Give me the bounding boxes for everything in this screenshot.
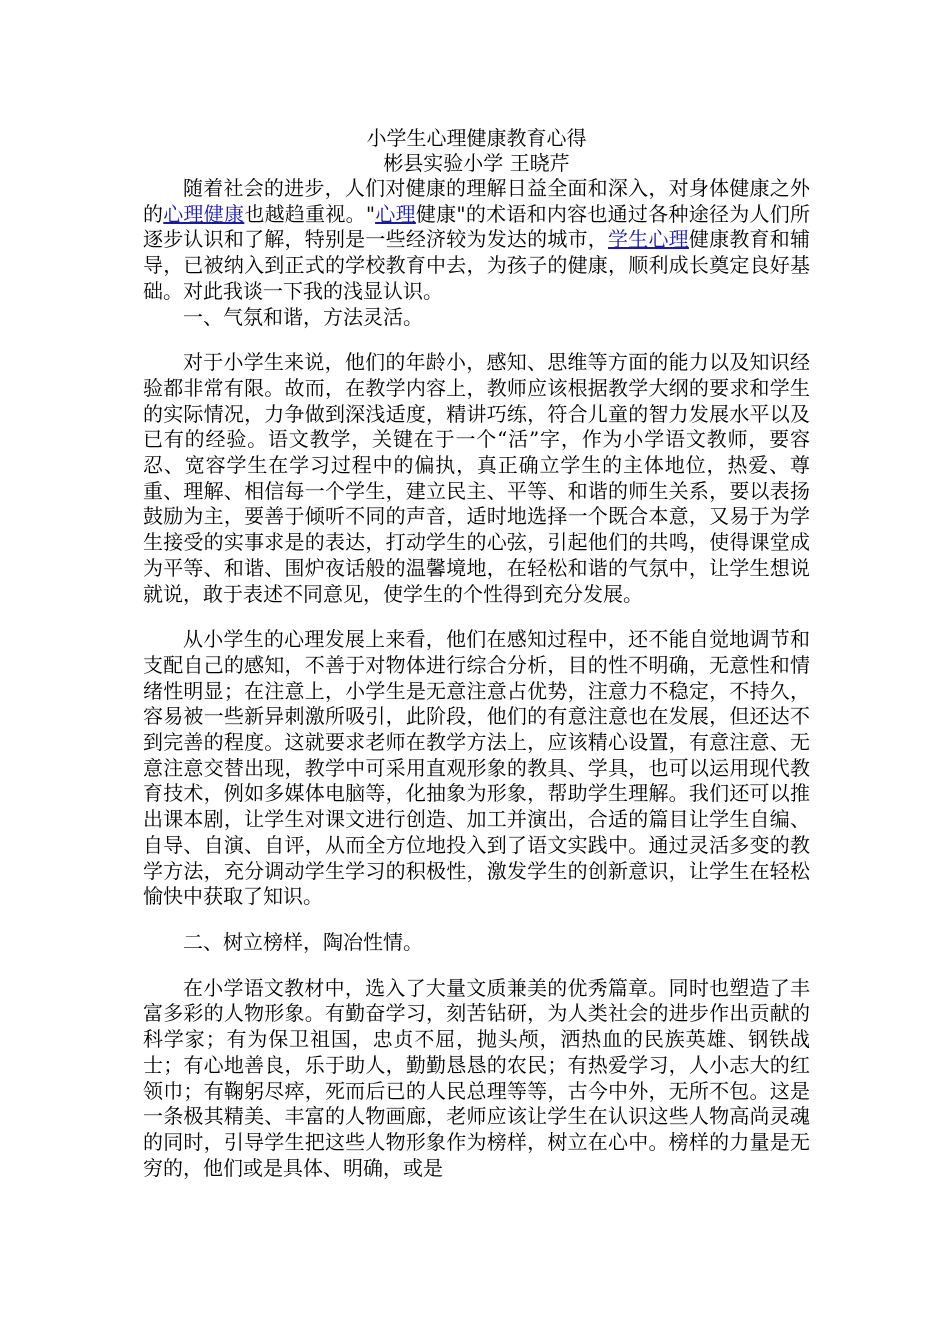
intro-text-3: 健康"的术语和内容也通过各种途径为人们所逐步认识和了解，特别是一些经济较为发达的城市， [143, 201, 811, 252]
spacer [143, 910, 810, 930]
document-title: 小学生心理健康教育心得 [366, 126, 587, 150]
intro-paragraph [143, 176, 810, 305]
link-mental-health[interactable]: 心理健康 [163, 201, 245, 226]
spacer [143, 607, 810, 627]
intro-text-4: 健康教育和辅导，已被纳入到正式的学校教育中去，为孩子的健康，顺利成长奠定良好基础。对此我谈一下我的浅显认识。 [143, 227, 810, 303]
document-author: 彬县实验小学 王晓芹 [383, 151, 570, 175]
document-page [143, 120, 810, 1181]
section2-heading: 二、树立榜样，陶冶性情。 [183, 929, 423, 954]
link-psychology[interactable]: 心理 [375, 201, 416, 226]
spacer [143, 330, 810, 350]
link-student-psychology[interactable]: 学生心理 [608, 227, 689, 252]
spacer [143, 956, 810, 976]
section1-heading: 一、气氛和谐，方法灵活。 [183, 304, 423, 329]
section1-paragraph-1: 对于小学生来说，他们的年龄小，感知、思维等方面的能力以及知识经验都非常有限。故而，在教学内容上，教师应该根据教学大纲的要求和学生的实际情况，力争做到深浅适度，精讲巧练，符合儿童的智力发展水平以及已有的经验。语文教学，关键在于一个“活”字，作为小学语文教师，要容忍、宽容学生在学习过程中的偏执，真正确立学生的主体地位，热爱、尊重、理解、相信每一个学生，建立民主、平等、和谐的师生关系，要以表扬鼓励为主，要善于倾听不同的声音，适时地选择一个既合本意，又易于为学生接受的实事求是的表达，打动学生的心弦，引起他们的共鸣，使得课堂成为平等、和谐、围炉夜话般的温馨境地，在轻松和谐的气氛中，让学生想说就说，敢于表述不同意见，使学生的个性得到充分发展。 [143, 350, 810, 606]
intro-text-2: 也越趋重视。" [244, 201, 376, 226]
section1-paragraph-2: 从小学生的心理发展上来看，他们在感知过程中，还不能自觉地调节和支配自己的感知，不善于对物体进行综合分析，目的性不明确，无意性和情绪性明显；在注意上，小学生是无意注意占优势，注意力不稳定，不持久，容易被一些新异刺激所吸引，此阶段，他们的有意注意也在发展，但还达不到完善的程度。这就要求老师在教学方法上，应该精心设置，有意注意、无意注意交替出现，教学中可采用直观形象的教具、学具，也可以运用现代教育技术，例如多媒体电脑等，化抽象为形象，帮助学生理解。我们还可以推出课本剧，让学生对课文进行创造、加工并演出，合适的篇目让学生自编、自导、自演、自评，从而全方位地投入到了语文实践中。通过灵活多变的教学方法，充分调动学生学习的积极性，激发学生的创新意识，让学生在轻松愉快中获取了知识。 [143, 627, 810, 909]
section2-paragraph-1: 在小学语文教材中，选入了大量文质兼美的优秀篇章。同时也塑造了丰富多彩的人物形象。有勤奋学习，刻苦钻研，为人类社会的进步作出贡献的科学家；有为保卫祖国，忠贞不屈，抛头颅，洒热血的民族英雄、钢铁战士；有心地善良，乐于助人，勤勤恳恳的农民；有热爱学习，人小志大的红领巾；有鞠躬尽瘁，死而后已的人民总理等等，古今中外，无所不包。这是一条极其精美、丰富的人物画廊，老师应该让学生在认识这些人物高尚灵魂的同时，引导学生把这些人物形象作为榜样，树立在心中。榜样的力量是无穷的，他们或是具体、明确，或是 [143, 975, 810, 1180]
intro-text-1: 随着社会的进步，人们对健康的理解日益全面和深入，对身体健康之外的 [143, 176, 810, 226]
